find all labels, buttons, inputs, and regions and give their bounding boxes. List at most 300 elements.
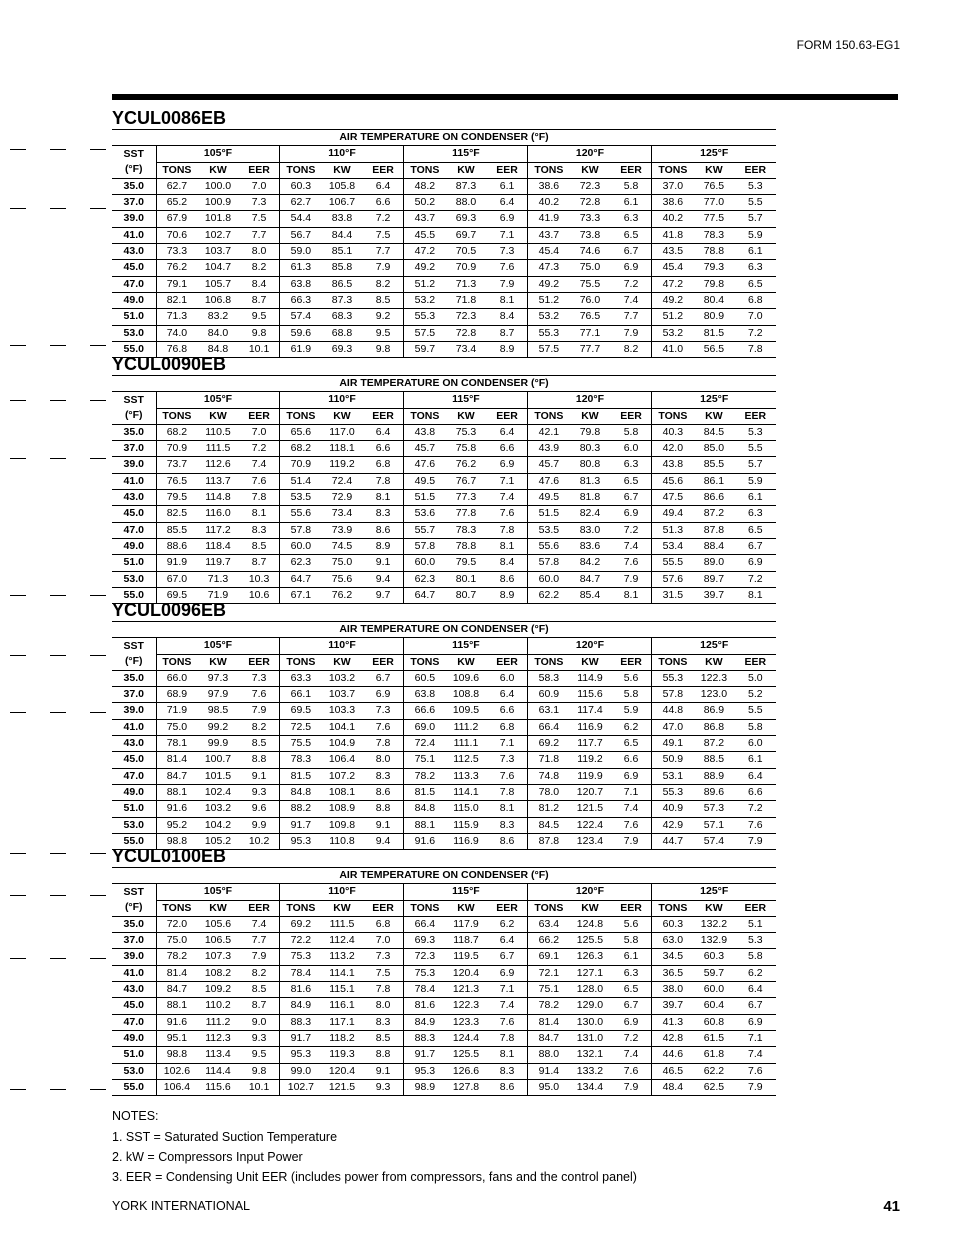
table-cell: 111.2 — [197, 1014, 238, 1030]
table-cell: 49.1 — [652, 736, 693, 752]
table-cell: 112.6 — [197, 457, 238, 473]
table-cell: 91.7 — [280, 817, 321, 833]
table-cell: 75.0 — [321, 555, 362, 571]
table-cell: 39.7 — [652, 998, 693, 1014]
table-cell: 57.5 — [528, 341, 569, 357]
note-item: 1. SST = Saturated Suction Temperature — [112, 1130, 338, 1144]
sst-value: 41.0 — [112, 227, 156, 243]
table-row — [112, 457, 776, 473]
table-row — [112, 817, 776, 833]
table-cell: 81.6 — [404, 998, 445, 1014]
sst-value: 51.0 — [112, 1047, 156, 1063]
table-cell: 91.4 — [528, 1063, 569, 1079]
table-cell: 8.5 — [363, 1030, 404, 1046]
table-cell: 57.3 — [693, 801, 734, 817]
sst-value: 47.0 — [112, 1014, 156, 1030]
table-cell: 5.5 — [735, 441, 776, 457]
table-cell: 69.3 — [321, 341, 362, 357]
table-cell: 117.4 — [569, 703, 610, 719]
column-header-eer: EER — [363, 162, 404, 178]
table-row — [112, 1079, 776, 1095]
table-cell: 118.4 — [197, 538, 238, 554]
sst-value: 35.0 — [112, 424, 156, 440]
table-row — [112, 441, 776, 457]
column-header-tons: TONS — [652, 900, 693, 916]
table-cell: 117.0 — [321, 424, 362, 440]
table-cell: 76.7 — [445, 473, 486, 489]
table-cell: 7.6 — [487, 1014, 528, 1030]
header-rule — [112, 94, 898, 100]
table-cell: 85.5 — [693, 457, 734, 473]
table-cell: 7.7 — [611, 309, 652, 325]
table-cell: 95.3 — [280, 833, 321, 849]
table-cell: 100.0 — [197, 178, 238, 194]
table-cell: 115.9 — [445, 817, 486, 833]
table-cell: 8.5 — [363, 292, 404, 308]
table-cell: 42.1 — [528, 424, 569, 440]
table-cell: 65.6 — [280, 424, 321, 440]
table-cell: 61.8 — [693, 1047, 734, 1063]
table-cell: 75.0 — [156, 933, 197, 949]
table-cell: 6.9 — [611, 260, 652, 276]
table-cell: 53.1 — [652, 768, 693, 784]
table-cell: 7.8 — [363, 736, 404, 752]
table-cell: 75.0 — [569, 260, 610, 276]
table-cell: 84.0 — [197, 325, 238, 341]
table-row — [112, 752, 776, 768]
table-cell: 51.2 — [528, 292, 569, 308]
table-cell: 84.4 — [321, 227, 362, 243]
table-row — [112, 719, 776, 735]
table-cell: 78.8 — [445, 538, 486, 554]
table-cell: 8.3 — [363, 768, 404, 784]
sst-value: 37.0 — [112, 687, 156, 703]
table-cell: 7.4 — [611, 538, 652, 554]
column-header-kw: KW — [693, 654, 734, 670]
column-header-kw: KW — [445, 162, 486, 178]
table-cell: 111.2 — [445, 719, 486, 735]
table-cell: 38.6 — [528, 178, 569, 194]
table-cell: 72.4 — [404, 736, 445, 752]
table-cell: 73.3 — [569, 211, 610, 227]
table-cell: 72.3 — [445, 309, 486, 325]
table-cell: 7.5 — [363, 227, 404, 243]
table-cell: 9.8 — [239, 1063, 280, 1079]
table-cell: 62.7 — [280, 195, 321, 211]
table-cell: 57.8 — [528, 555, 569, 571]
table-cell: 125.5 — [445, 1047, 486, 1063]
table-cell: 8.3 — [487, 817, 528, 833]
table-cell: 6.5 — [611, 736, 652, 752]
table-cell: 49.5 — [528, 490, 569, 506]
table-cell: 9.5 — [239, 1047, 280, 1063]
table-cell: 45.6 — [652, 473, 693, 489]
table-cell: 8.7 — [239, 998, 280, 1014]
table-cell: 8.5 — [239, 538, 280, 554]
table-cell: 104.7 — [197, 260, 238, 276]
table-cell: 49.2 — [404, 260, 445, 276]
table-cell: 112.4 — [321, 933, 362, 949]
table-cell: 6.6 — [363, 441, 404, 457]
table-cell: 99.0 — [280, 1063, 321, 1079]
column-header-kw: KW — [197, 408, 238, 424]
table-row — [112, 522, 776, 538]
table-cell: 114.1 — [445, 784, 486, 800]
table-cell: 62.3 — [280, 555, 321, 571]
table-cell: 88.0 — [445, 195, 486, 211]
table-cell: 120.7 — [569, 784, 610, 800]
note-item: 2. kW = Compressors Input Power — [112, 1150, 303, 1164]
table-cell: 119.2 — [321, 457, 362, 473]
table-row — [112, 1047, 776, 1063]
table-cell: 70.9 — [156, 441, 197, 457]
table-cell: 76.2 — [156, 260, 197, 276]
condenser-temp-caption: AIR TEMPERATURE ON CONDENSER (°F) — [112, 868, 776, 884]
sst-value: 39.0 — [112, 949, 156, 965]
table-cell: 108.2 — [197, 965, 238, 981]
table-cell: 88.1 — [156, 998, 197, 1014]
table-cell: 5.8 — [611, 178, 652, 194]
table-cell: 78.1 — [156, 736, 197, 752]
condenser-temp-header: 125°F — [652, 638, 776, 654]
table-cell: 5.6 — [611, 916, 652, 932]
table-cell: 7.0 — [363, 933, 404, 949]
sst-value: 41.0 — [112, 965, 156, 981]
table-cell: 6.2 — [735, 965, 776, 981]
column-header-eer: EER — [487, 900, 528, 916]
table-cell: 7.2 — [735, 325, 776, 341]
sst-value: 41.0 — [112, 473, 156, 489]
table-row — [112, 998, 776, 1014]
table-cell: 101.5 — [197, 768, 238, 784]
table-cell: 7.9 — [611, 1079, 652, 1095]
table-cell: 91.9 — [156, 555, 197, 571]
condenser-temp-caption: AIR TEMPERATURE ON CONDENSER (°F) — [112, 376, 776, 392]
table-cell: 8.2 — [363, 276, 404, 292]
table-row — [112, 276, 776, 292]
table-cell: 6.7 — [735, 538, 776, 554]
column-header-eer: EER — [239, 900, 280, 916]
sst-value: 45.0 — [112, 260, 156, 276]
table-cell: 45.7 — [528, 457, 569, 473]
table-cell: 42.9 — [652, 817, 693, 833]
table-cell: 56.5 — [693, 341, 734, 357]
table-cell: 81.6 — [280, 982, 321, 998]
table-cell: 117.9 — [445, 916, 486, 932]
column-header-kw: KW — [569, 654, 610, 670]
table-cell: 81.5 — [404, 784, 445, 800]
table-cell: 84.7 — [569, 571, 610, 587]
table-cell: 67.0 — [156, 571, 197, 587]
table-cell: 123.4 — [569, 833, 610, 849]
table-cell: 45.5 — [404, 227, 445, 243]
table-cell: 7.7 — [363, 244, 404, 260]
table-cell: 7.6 — [239, 687, 280, 703]
table-cell: 55.6 — [528, 538, 569, 554]
table-cell: 60.4 — [693, 998, 734, 1014]
table-row — [112, 1014, 776, 1030]
table-cell: 111.5 — [321, 916, 362, 932]
table-cell: 75.3 — [404, 965, 445, 981]
table-cell: 79.8 — [569, 424, 610, 440]
table-cell: 50.2 — [404, 195, 445, 211]
table-cell: 127.1 — [569, 965, 610, 981]
column-header-eer: EER — [239, 408, 280, 424]
margin-mark — [10, 595, 106, 597]
table-cell: 75.1 — [528, 982, 569, 998]
table-cell: 63.1 — [528, 703, 569, 719]
table-cell: 125.5 — [569, 933, 610, 949]
table-cell: 122.3 — [693, 670, 734, 686]
table-cell: 69.5 — [280, 703, 321, 719]
table-cell: 6.8 — [363, 916, 404, 932]
table-cell: 63.3 — [280, 670, 321, 686]
condenser-temp-header: 115°F — [404, 392, 528, 408]
table-cell: 72.8 — [569, 195, 610, 211]
table-cell: 95.2 — [156, 817, 197, 833]
table-cell: 78.4 — [404, 982, 445, 998]
table-cell: 70.6 — [156, 227, 197, 243]
table-cell: 62.2 — [528, 587, 569, 603]
sst-value: 53.0 — [112, 817, 156, 833]
table-cell: 45.7 — [404, 441, 445, 457]
table-cell: 8.6 — [487, 833, 528, 849]
table-cell: 8.1 — [487, 538, 528, 554]
sst-value: 43.0 — [112, 982, 156, 998]
table-cell: 58.3 — [528, 670, 569, 686]
table-cell: 5.2 — [735, 687, 776, 703]
sst-value: 43.0 — [112, 490, 156, 506]
table-cell: 54.4 — [280, 211, 321, 227]
column-header-tons: TONS — [156, 408, 197, 424]
table-cell: 45.4 — [652, 260, 693, 276]
table-cell: 79.3 — [693, 260, 734, 276]
table-cell: 5.9 — [735, 473, 776, 489]
table-cell: 8.6 — [363, 522, 404, 538]
table-cell: 75.3 — [445, 424, 486, 440]
table-cell: 59.6 — [280, 325, 321, 341]
table-cell: 7.4 — [487, 998, 528, 1014]
table-cell: 7.6 — [487, 260, 528, 276]
table-cell: 55.3 — [652, 670, 693, 686]
table-cell: 5.7 — [735, 457, 776, 473]
column-header-tons: TONS — [280, 900, 321, 916]
table-cell: 106.4 — [156, 1079, 197, 1095]
table-cell: 72.3 — [569, 178, 610, 194]
table-cell: 64.7 — [280, 571, 321, 587]
table-row — [112, 292, 776, 308]
column-header-kw: KW — [321, 162, 362, 178]
condenser-temp-header: 105°F — [156, 884, 280, 900]
table-cell: 9.0 — [239, 1014, 280, 1030]
table-cell: 78.4 — [280, 965, 321, 981]
table-cell: 47.6 — [528, 473, 569, 489]
table-cell: 132.2 — [693, 916, 734, 932]
condenser-temp-header: 110°F — [280, 392, 404, 408]
table-cell: 9.1 — [363, 555, 404, 571]
table-cell: 60.0 — [693, 982, 734, 998]
table-cell: 7.2 — [735, 571, 776, 587]
table-cell: 6.6 — [487, 703, 528, 719]
column-header-kw: KW — [445, 900, 486, 916]
sst-value: 43.0 — [112, 244, 156, 260]
table-cell: 5.8 — [735, 949, 776, 965]
sst-value: 35.0 — [112, 670, 156, 686]
table-cell: 47.3 — [528, 260, 569, 276]
table-cell: 116.0 — [197, 506, 238, 522]
table-cell: 7.5 — [363, 965, 404, 981]
table-cell: 113.2 — [321, 949, 362, 965]
table-cell: 7.8 — [487, 1030, 528, 1046]
table-cell: 7.3 — [363, 949, 404, 965]
table-cell: 38.6 — [652, 195, 693, 211]
table-cell: 10.1 — [239, 1079, 280, 1095]
table-cell: 81.2 — [528, 801, 569, 817]
model-section — [112, 354, 776, 604]
table-cell: 84.7 — [528, 1030, 569, 1046]
table-cell: 119.2 — [569, 752, 610, 768]
table-cell: 120.4 — [445, 965, 486, 981]
table-cell: 112.5 — [445, 752, 486, 768]
column-header-kw: KW — [197, 900, 238, 916]
table-cell: 69.3 — [404, 933, 445, 949]
table-cell: 71.3 — [445, 276, 486, 292]
table-cell: 5.3 — [735, 933, 776, 949]
model-section — [112, 108, 776, 358]
column-header-eer: EER — [239, 654, 280, 670]
column-header-kw: KW — [569, 408, 610, 424]
table-cell: 64.7 — [404, 587, 445, 603]
table-cell: 9.2 — [363, 309, 404, 325]
table-cell: 6.9 — [487, 965, 528, 981]
margin-mark — [10, 400, 106, 402]
table-cell: 8.6 — [487, 571, 528, 587]
table-cell: 76.0 — [569, 292, 610, 308]
table-row — [112, 424, 776, 440]
table-cell: 75.5 — [280, 736, 321, 752]
table-cell: 84.9 — [404, 1014, 445, 1030]
table-cell: 59.7 — [404, 341, 445, 357]
table-cell: 53.2 — [652, 325, 693, 341]
column-header-eer: EER — [363, 900, 404, 916]
column-header-tons: TONS — [528, 654, 569, 670]
table-cell: 105.7 — [197, 276, 238, 292]
table-cell: 7.3 — [363, 703, 404, 719]
table-cell: 63.4 — [528, 916, 569, 932]
sst-value: 43.0 — [112, 736, 156, 752]
table-cell: 62.3 — [404, 571, 445, 587]
table-cell: 71.8 — [528, 752, 569, 768]
table-cell: 7.7 — [239, 227, 280, 243]
column-header-kw: KW — [569, 162, 610, 178]
table-cell: 95.1 — [156, 1030, 197, 1046]
table-cell: 7.8 — [239, 490, 280, 506]
table-cell: 55.3 — [404, 309, 445, 325]
table-cell: 116.1 — [321, 998, 362, 1014]
table-cell: 62.2 — [693, 1063, 734, 1079]
table-cell: 40.2 — [528, 195, 569, 211]
table-cell: 6.1 — [611, 949, 652, 965]
model-title: YCUL0090EB — [112, 354, 227, 374]
table-cell: 9.4 — [363, 571, 404, 587]
table-cell: 113.3 — [445, 768, 486, 784]
table-row — [112, 538, 776, 554]
table-cell: 113.7 — [197, 473, 238, 489]
table-cell: 8.4 — [487, 555, 528, 571]
table-cell: 70.9 — [280, 457, 321, 473]
model-title: YCUL0086EB — [112, 108, 227, 128]
table-cell: 132.1 — [569, 1047, 610, 1063]
table-cell: 7.6 — [611, 555, 652, 571]
table-cell: 84.8 — [404, 801, 445, 817]
table-cell: 110.5 — [197, 424, 238, 440]
table-cell: 7.2 — [611, 1030, 652, 1046]
table-cell: 108.8 — [445, 687, 486, 703]
table-cell: 77.1 — [569, 325, 610, 341]
table-cell: 89.0 — [693, 555, 734, 571]
table-cell: 47.2 — [652, 276, 693, 292]
sst-value: 41.0 — [112, 719, 156, 735]
table-cell: 6.4 — [735, 768, 776, 784]
table-cell: 9.3 — [239, 1030, 280, 1046]
table-cell: 78.8 — [693, 244, 734, 260]
table-cell: 78.2 — [156, 949, 197, 965]
table-cell: 111.5 — [197, 441, 238, 457]
table-cell: 8.4 — [487, 309, 528, 325]
table-cell: 7.4 — [239, 457, 280, 473]
table-cell: 73.8 — [569, 227, 610, 243]
table-cell: 7.4 — [487, 490, 528, 506]
table-cell: 42.0 — [652, 441, 693, 457]
table-cell: 7.1 — [487, 227, 528, 243]
table-cell: 104.1 — [321, 719, 362, 735]
table-cell: 49.2 — [652, 292, 693, 308]
table-cell: 8.7 — [239, 292, 280, 308]
table-cell: 8.3 — [239, 522, 280, 538]
table-cell: 81.4 — [528, 1014, 569, 1030]
table-cell: 124.4 — [445, 1030, 486, 1046]
table-cell: 66.4 — [528, 719, 569, 735]
table-row — [112, 260, 776, 276]
table-cell: 85.4 — [569, 587, 610, 603]
table-cell: 80.8 — [569, 457, 610, 473]
table-cell: 5.6 — [611, 670, 652, 686]
table-cell: 8.2 — [239, 965, 280, 981]
table-cell: 78.3 — [280, 752, 321, 768]
table-cell: 77.5 — [693, 211, 734, 227]
table-cell: 106.4 — [321, 752, 362, 768]
table-row — [112, 506, 776, 522]
table-cell: 91.6 — [156, 1014, 197, 1030]
table-cell: 7.6 — [611, 817, 652, 833]
sst-value: 55.0 — [112, 1079, 156, 1095]
table-cell: 119.7 — [197, 555, 238, 571]
table-cell: 7.4 — [611, 292, 652, 308]
condenser-temp-header: 120°F — [528, 638, 652, 654]
table-cell: 95.3 — [280, 1047, 321, 1063]
table-row — [112, 703, 776, 719]
table-cell: 72.9 — [321, 490, 362, 506]
table-cell: 83.2 — [197, 309, 238, 325]
table-cell: 6.9 — [735, 1014, 776, 1030]
table-cell: 6.2 — [487, 916, 528, 932]
table-cell: 72.3 — [404, 949, 445, 965]
table-cell: 43.7 — [528, 227, 569, 243]
sst-value: 55.0 — [112, 587, 156, 603]
table-cell: 8.4 — [239, 276, 280, 292]
table-cell: 68.9 — [156, 687, 197, 703]
table-cell: 7.9 — [611, 833, 652, 849]
